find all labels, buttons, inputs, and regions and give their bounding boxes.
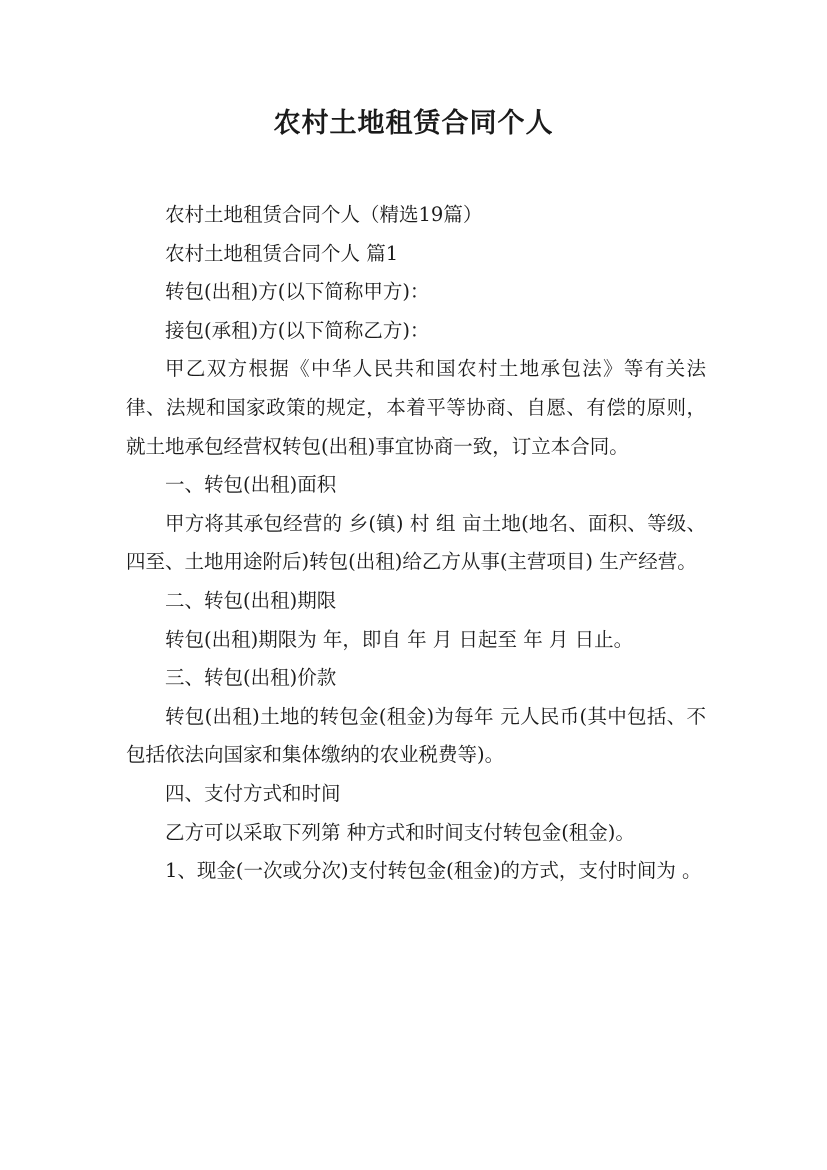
paragraph-area: 甲方将其承包经营的 乡(镇) 村 组 亩土地(地名、面积、等级、四至、土地用途附后)转包(出租)给乙方从事(主营项目) 生产经营。 — [126, 511, 706, 574]
clause-heading-payment: 四、支付方式和时间 — [165, 781, 341, 805]
paragraph-party-b: 接包(承租)方(以下简称乙方)： — [165, 318, 430, 342]
paragraph-subtitle: 农村土地租赁合同个人（精选19篇） — [165, 203, 483, 226]
paragraph-price: 转包(出租)土地的转包金(租金)为每年 元人民币(其中包括、不包括依法向国家和集体缴纳的农业税费等)。 — [126, 704, 706, 767]
clause-heading-term: 二、转包(出租)期限 — [165, 588, 337, 612]
paragraph-party-a: 转包(出租)方(以下简称甲方)： — [165, 280, 430, 304]
clause-heading-price: 三、转包(出租)价款 — [165, 666, 337, 690]
paragraph-section-heading: 农村土地租赁合同个人 篇1 — [165, 241, 399, 265]
paragraph-payment-cash: 1、现金(一次或分次)支付转包金(租金)的方式，支付时间为 。 — [165, 859, 702, 883]
paragraph-payment: 乙方可以采取下列第 种方式和时间支付转包金(租金)。 — [165, 820, 635, 844]
paragraph-preamble: 甲乙双方根据《中华人民共和国农村土地承包法》等有关法律、法规和国家政策的规定，本着平等协商、自愿、有偿的原则，就土地承包经营权转包(出租)事宜协商一致，订立本合同。 — [126, 357, 706, 458]
document-title: 农村土地租赁合同个人 — [273, 108, 554, 139]
paragraph-term: 转包(出租)期限为 年，即自 年 月 日起至 年 月 日止。 — [165, 627, 634, 651]
clause-heading-area: 一、转包(出租)面积 — [165, 473, 337, 497]
document-body — [126, 196, 706, 891]
